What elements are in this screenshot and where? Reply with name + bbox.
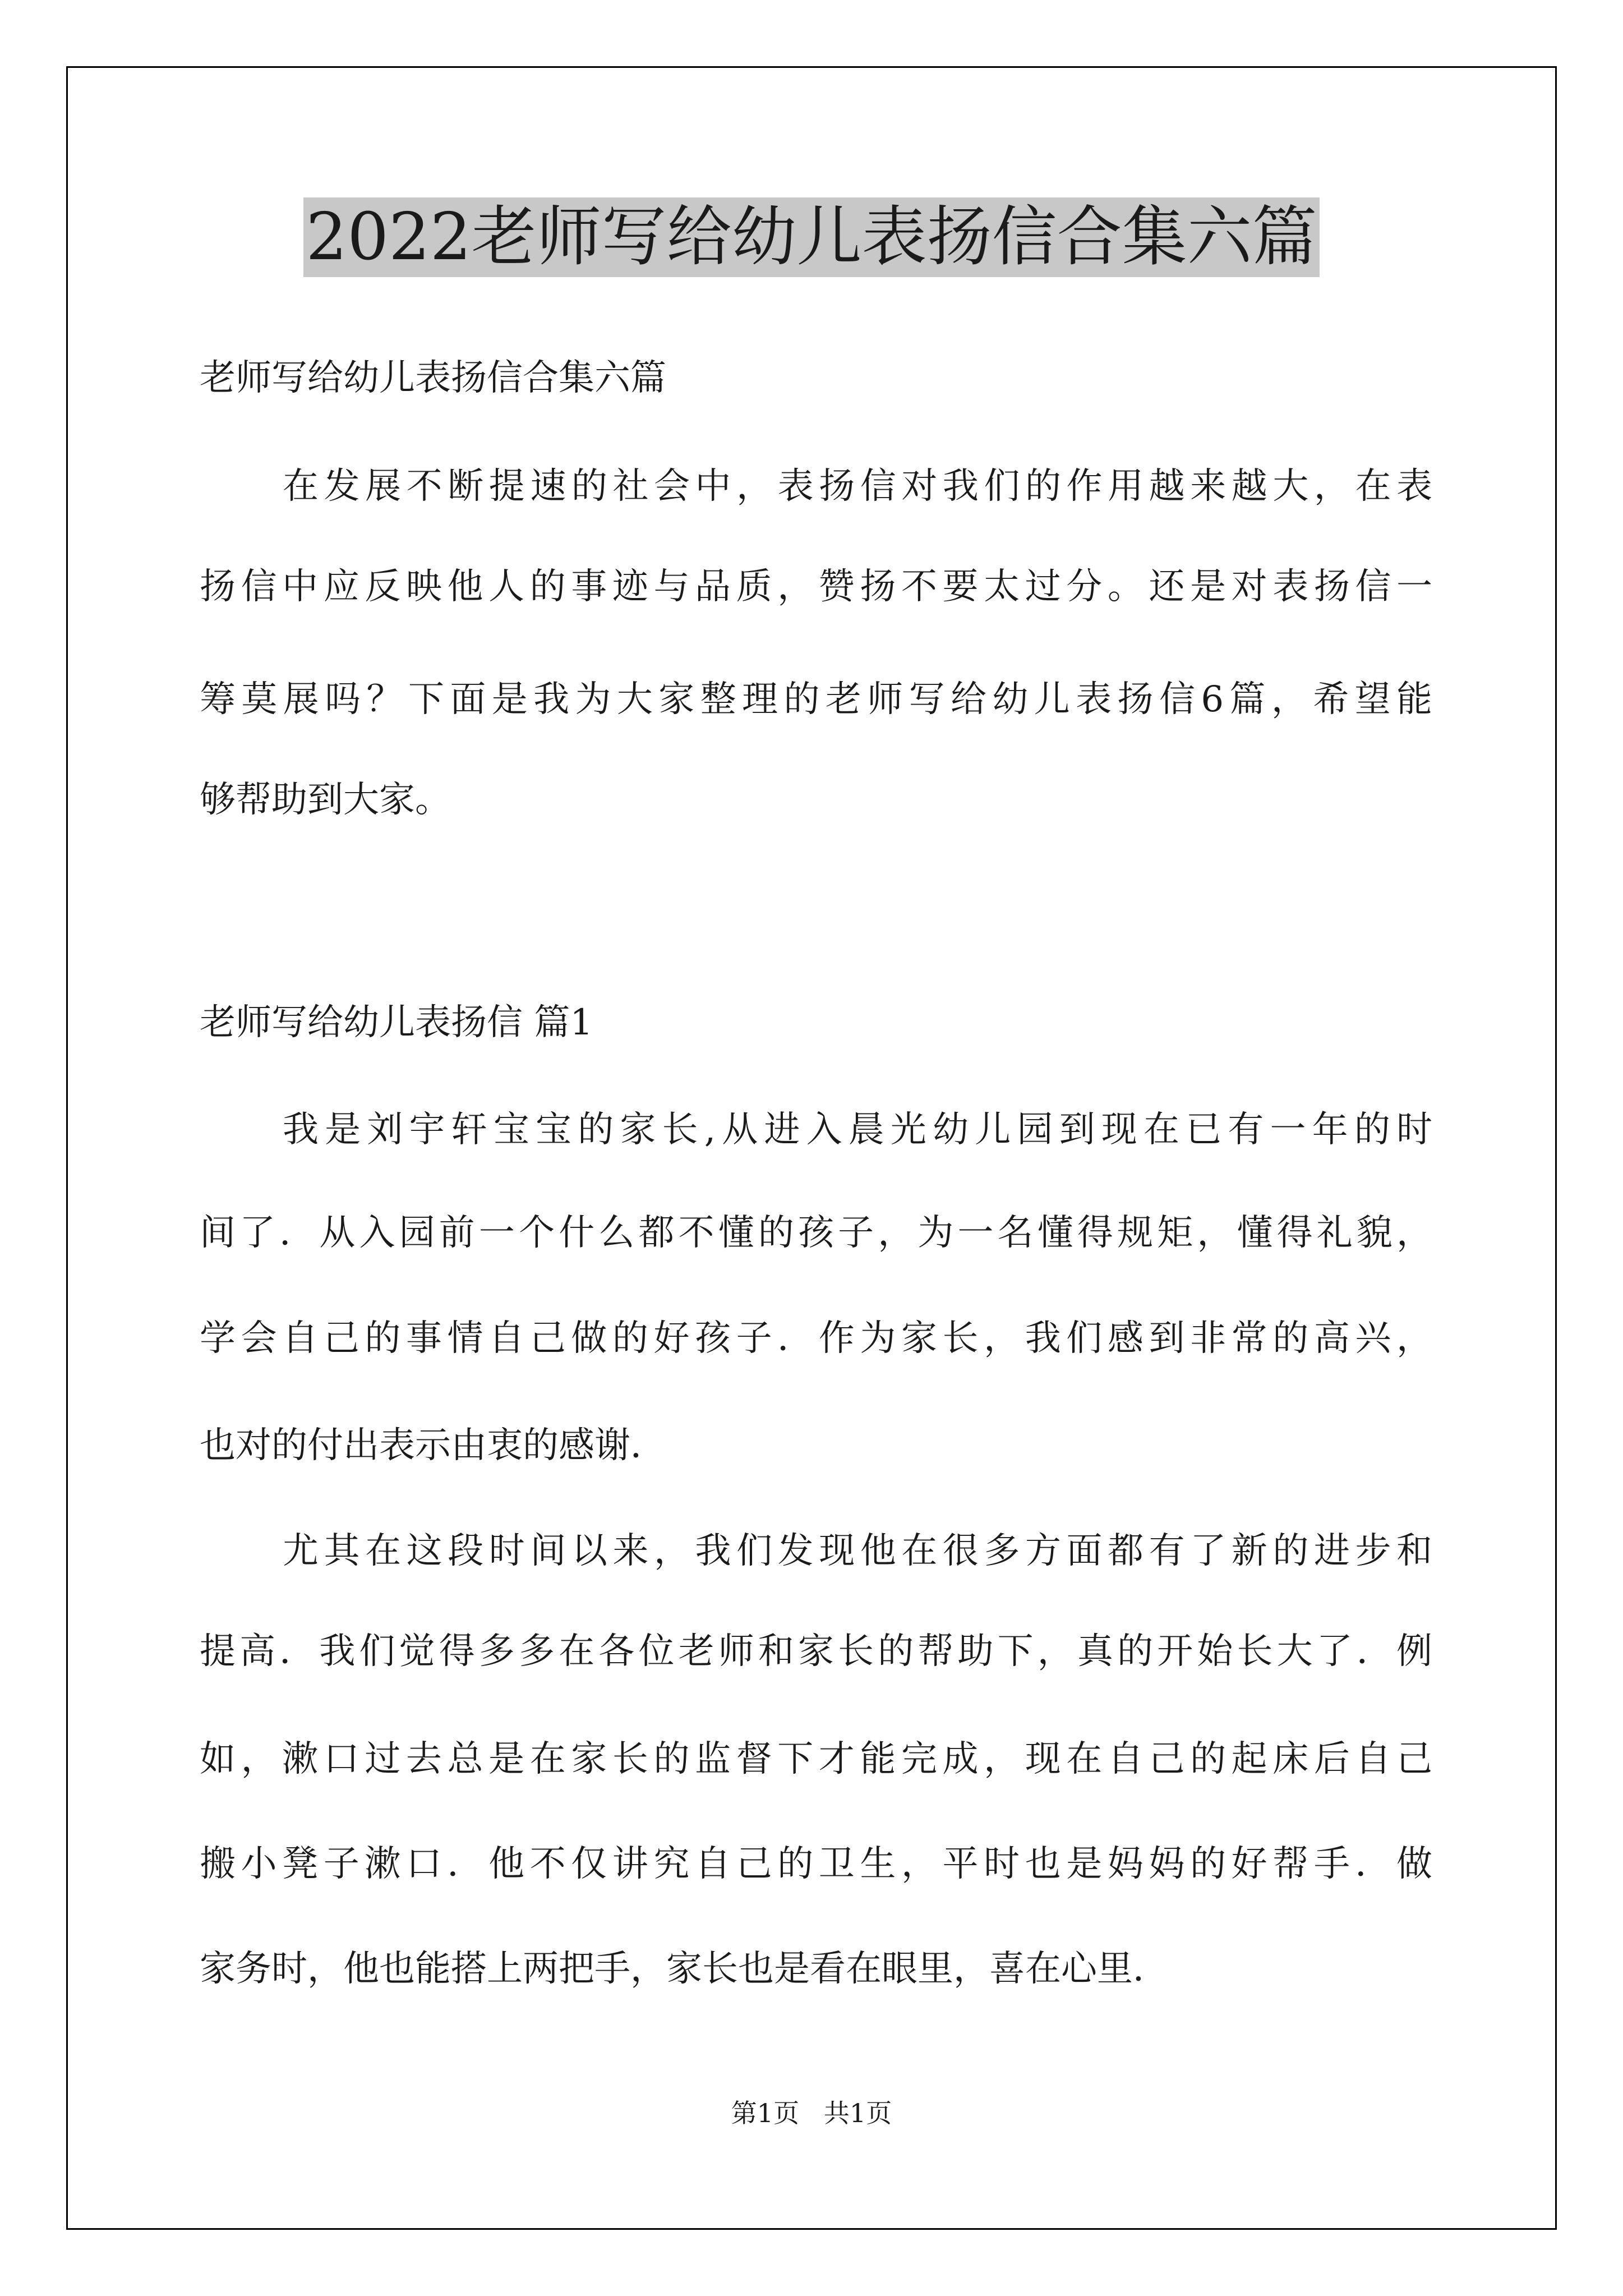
intro-line: 够帮助到大家。 [200, 779, 451, 821]
document-title: 2022老师写给幼儿表扬信合集六篇 [303, 197, 1319, 277]
paragraph-line: 如，漱口过去总是在家长的监督下才能完成，现在自己的起床后自己 [200, 1738, 1432, 1780]
intro-line: 扬信中应反映他人的事迹与品质，赞扬不要太过分。还是对表扬信一 [200, 566, 1432, 608]
section-heading: 老师写给幼儿表扬信 篇1 [200, 1002, 593, 1043]
paragraph-line: 搬小凳子漱口．他不仅讲究自己的卫生，平时也是妈妈的好帮手．做 [200, 1843, 1432, 1885]
paragraph-line: 提高．我们觉得多多在各位老师和家长的帮助下，真的开始长大了．例 [200, 1631, 1432, 1672]
paragraph-line: 学会自己的事情自己做的好孩子．作为家长，我们感到非常的高兴， [200, 1318, 1432, 1359]
intro-line: 在发展不断提速的社会中，表扬信对我们的作用越来越大，在表 [283, 466, 1432, 507]
intro-line: 筹莫展吗？下面是我为大家整理的老师写给幼儿表扬信6篇，希望能 [200, 679, 1432, 720]
paragraph-line: 间了．从入园前一个什么都不懂的孩子，为一名懂得规矩，懂得礼貌， [200, 1212, 1432, 1254]
paragraph-line: 家务时，他也能搭上两把手，家长也是看在眼里，喜在心里． [200, 1948, 1169, 1990]
paragraph-line: 尤其在这段时间以来，我们发现他在很多方面都有了新的进步和 [283, 1530, 1432, 1572]
paragraph-line: 也对的付出表示由衷的感谢． [200, 1425, 666, 1466]
paragraph-line: 我是刘宇轩宝宝的家长,从进入晨光幼儿园到现在已有一年的时 [283, 1109, 1432, 1151]
title-block [0, 197, 1623, 277]
document-subtitle: 老师写给幼儿表扬信合集六篇 [200, 357, 666, 399]
page-number-footer: 第1页 共1页 [731, 2098, 892, 2128]
